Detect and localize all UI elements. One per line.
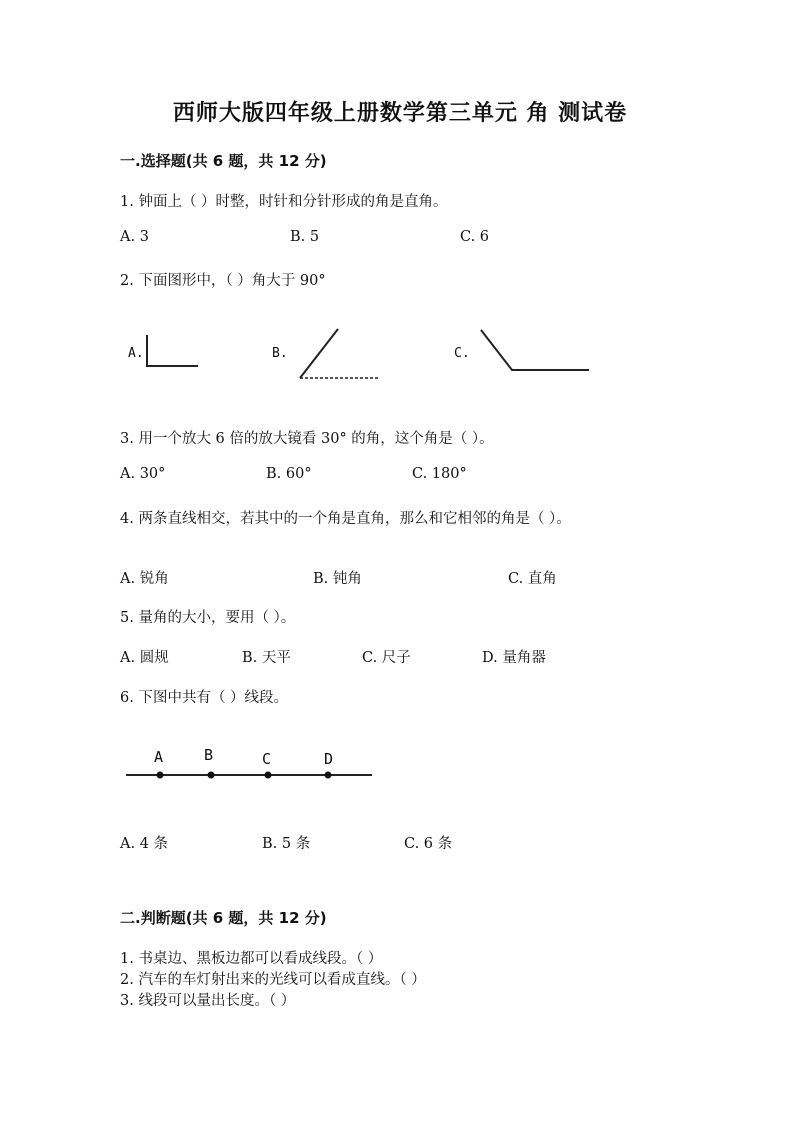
question-6: 6. 下图中共有（ ）线段。	[120, 690, 289, 706]
question-3: 3. 用一个放大 6 倍的放大镜看 30° 的角，这个角是（ ）。	[120, 431, 494, 447]
q6-line-segment-figure	[120, 765, 380, 785]
page-title: 西师大版四年级上册数学第三单元 角 测试卷	[172, 101, 628, 126]
judgment-item-3: 3. 线段可以量出长度。（ ）	[120, 993, 296, 1009]
q6-option-b: B. 5 条	[262, 836, 311, 852]
q6-point-b	[208, 772, 215, 779]
q2-figure-label-b: B.	[272, 346, 288, 361]
q5-option-c: C. 尺子	[362, 650, 411, 666]
q6-point-c	[265, 772, 272, 779]
judgment-item-2: 2. 汽车的车灯射出来的光线可以看成直线。（ ）	[120, 972, 426, 988]
q6-point-label-a: A	[154, 748, 164, 766]
q5-option-b: B. 天平	[242, 650, 291, 666]
question-4: 4. 两条直线相交，若其中的一个角是直角，那么和它相邻的角是（ ）。	[120, 511, 571, 527]
q6-point-label-c: C	[262, 750, 272, 768]
q6-option-a: A. 4 条	[120, 836, 169, 852]
q1-option-a: A. 3	[120, 229, 149, 245]
q2-figure-label-c: C.	[454, 346, 470, 361]
q1-option-b: B. 5	[290, 229, 320, 245]
q3-option-a: A. 30°	[120, 466, 166, 482]
q4-option-b: B. 钝角	[313, 571, 362, 587]
q2-angle-figure-c	[475, 325, 595, 380]
q1-option-c: C. 6	[460, 229, 490, 245]
q6-point-label-b: B	[204, 746, 214, 764]
q2-angle-figure-a	[140, 330, 210, 380]
q2-figure-label-a: A.	[128, 346, 144, 361]
q6-point-label-d: D	[324, 750, 334, 768]
q6-point-d	[325, 772, 332, 779]
section-heading-judgment: 二.判断题(共 6 题，共 12 分)	[120, 909, 327, 927]
question-2: 2. 下面图形中，（ ）角大于 90°	[120, 273, 326, 289]
q3-option-b: B. 60°	[266, 466, 312, 482]
q2-angle-figure-b	[290, 325, 390, 385]
q5-option-d: D. 量角器	[482, 650, 546, 666]
question-5: 5. 量角的大小，要用（ ）。	[120, 610, 296, 626]
q6-option-c: C. 6 条	[404, 836, 453, 852]
q6-point-a	[157, 772, 164, 779]
q5-option-a: A. 圆规	[120, 650, 169, 666]
judgment-item-1: 1. 书桌边、黑板边都可以看成线段。（ ）	[120, 951, 383, 967]
section-heading-choice: 一.选择题(共 6 题，共 12 分)	[120, 152, 327, 170]
q3-option-c: C. 180°	[412, 466, 467, 482]
question-1: 1. 钟面上（ ）时整，时针和分针形成的角是直角。	[120, 194, 448, 210]
q4-option-a: A. 锐角	[120, 571, 169, 587]
q4-option-c: C. 直角	[508, 571, 557, 587]
